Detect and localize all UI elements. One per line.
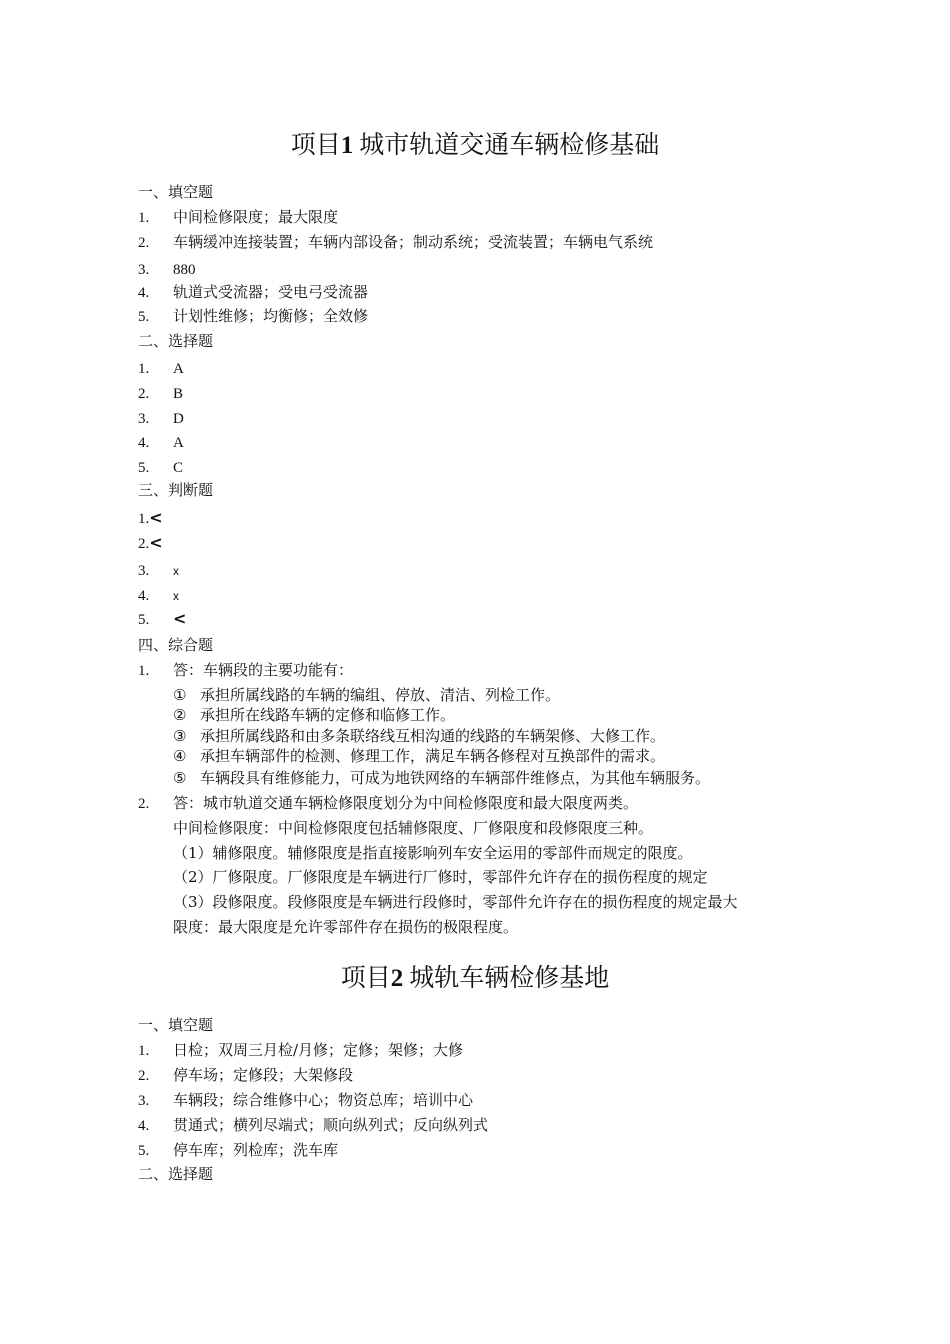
answer-point: ③ 承担所属线路和由多条联络线互相沟通的线路的车辆架修、大修工作。 [173, 727, 666, 745]
list-item: 5. C [138, 460, 184, 476]
answer-line: （3）段修限度。段修限度是车辆进行段修时，零部件允许存在的损伤程度的规定最大 [173, 893, 738, 911]
list-item: 4. 贯通式；横列尽端式；顺向纵列式；反向纵列式 [138, 1116, 489, 1134]
cross-mark: x [173, 589, 179, 603]
answer-point: ② 承担所在线路车辆的定修和临修工作。 [173, 706, 456, 724]
project1-title [0, 129, 950, 162]
section-heading-judge: 三、判断题 [138, 481, 214, 499]
list-item: 5. 停车库；列检库；洗车库 [138, 1141, 339, 1159]
question-1: 1. 答：车辆段的主要功能有： [138, 661, 354, 679]
title-prefix: 项目 [340, 963, 391, 992]
list-item: 2.< [138, 533, 163, 552]
list-item: 4. A [138, 435, 184, 451]
answer-point: ⑤ 车辆段具有维修能力，可成为地铁网络的车辆部件维修点，为其他车辆服务。 [173, 769, 711, 787]
answer-line: （2）厂修限度。厂修限度是车辆进行厂修时，零部件允许存在的损伤程度的规定 [173, 868, 708, 886]
answer-point: ① 承担所属线路的车辆的编组、停放、清洁、列检工作。 [173, 686, 561, 704]
section-heading-fill: 一、填空题 [138, 1016, 214, 1034]
list-item: 2. B [138, 386, 184, 402]
section-heading-fill: 一、填空题 [138, 183, 214, 201]
title-prefix: 项目 [290, 130, 341, 159]
list-item: 4. x [138, 588, 179, 604]
list-item: 1. 日检；双周三月检/月修；定修；架修；大修 [138, 1041, 464, 1059]
list-item: 3. 车辆段；综合维修中心；物资总库；培训中心 [138, 1091, 474, 1109]
cross-mark: x [173, 564, 179, 578]
title-text: 城市轨道交通车辆检修基础 [359, 130, 660, 159]
section-heading-comprehensive: 四、综合题 [138, 636, 214, 654]
answer-point: ④ 承担车辆部件的检测、修理工作，满足车辆各修程对互换部件的需求。 [173, 747, 666, 765]
section-heading-choice: 二、选择题 [138, 332, 214, 350]
answer-line: 限度：最大限度是允许零部件存在损伤的极限程度。 [173, 918, 519, 936]
title-number: 1 [340, 132, 354, 159]
section-heading-choice: 二、选择题 [138, 1165, 214, 1183]
list-item: 4. 轨道式受流器；受电弓受流器 [138, 283, 369, 301]
list-item: 2. 车辆缓冲连接装置；车辆内部设备；制动系统；受流装置；车辆电气系统 [138, 233, 654, 251]
answer-line: 中间检修限度：中间检修限度包括辅修限度、厂修限度和段修限度三种。 [173, 819, 654, 837]
title-number: 2 [390, 965, 404, 992]
list-item: 3. x [138, 563, 179, 579]
list-item: 1. 中间检修限度；最大限度 [138, 208, 339, 226]
check-mark: < [149, 533, 163, 552]
answer-line: （1）辅修限度。辅修限度是指直接影响列车安全运用的零部件而规定的限度。 [173, 844, 693, 862]
project2-title [0, 962, 950, 995]
list-item: 3. 880 [138, 262, 196, 278]
list-item: 1. A [138, 361, 184, 377]
list-item: 3. D [138, 411, 184, 427]
check-mark: < [149, 508, 163, 527]
list-item: 1.< [138, 508, 163, 527]
list-item: 5. < [138, 609, 187, 628]
title-text: 城轨车辆检修基地 [409, 963, 610, 992]
list-item: 5. 计划性维修；均衡修；全效修 [138, 307, 369, 325]
question-2: 2. 答：城市轨道交通车辆检修限度划分为中间检修限度和最大限度两类。 [138, 794, 639, 812]
list-item: 2. 停车场；定修段；大架修段 [138, 1066, 354, 1084]
check-mark: < [173, 609, 187, 628]
